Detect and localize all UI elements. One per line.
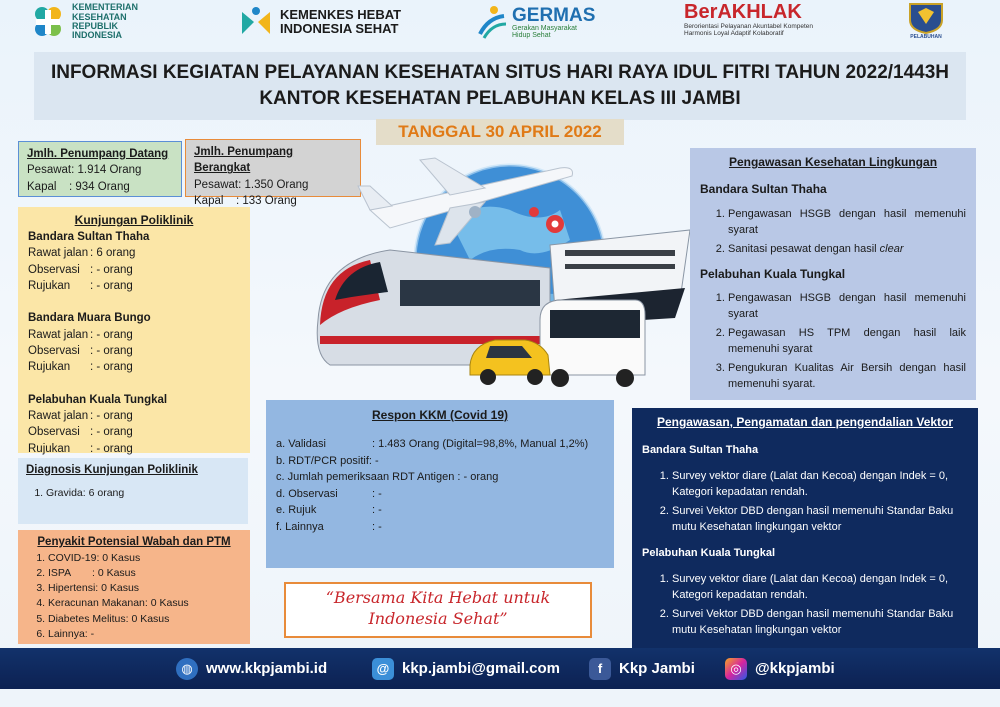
footer-instagram[interactable] [725,658,835,680]
footer-email-text: kkp.jambi@gmail.com [402,660,561,677]
penyakit-value: : 0 Kasus [92,566,136,579]
kemenkes-line: INDONESIA [72,30,123,41]
footer-email[interactable] [372,658,560,680]
row-value: : 6 orang [90,247,136,260]
penyakit-item [48,551,242,566]
lingkungan-site: Bandara Sultan Thaha [700,182,827,197]
lingkungan-item-emph: clear [879,242,904,255]
row-value: : - orang [90,442,133,455]
respon-row [276,453,604,470]
pelabuhan-shield-icon [906,2,946,34]
lingkungan-item: 1. Pengawasan HSGB dengan hasil memenuhi syarat [728,207,966,239]
berangkat-title: Jmlh. Penumpang Berangkat [194,146,294,175]
respon-label: f. Lainnya [276,520,324,533]
quote-line: “Bersama Kita Hebat untuk [325,588,551,607]
penyakit-item [48,612,242,627]
datang-kapal-value: : 934 Orang [69,180,130,193]
penyakit-value: : - [84,627,95,640]
row-label: Rawat jalan [28,247,89,260]
respon-label: c. Jumlah pemeriksaan RDT Antigen [276,471,455,483]
facebook-icon: f [589,658,611,680]
germas-logo [474,2,595,42]
row-value: : - orang [90,361,133,374]
footer-facebook-text: Kkp Jambi [619,660,695,677]
datang-box [18,141,182,197]
diagnosis-item: 1. Gravida: 6 orang [46,486,240,501]
row-label: Rawat jalan [28,328,89,341]
datang-kapal-label: Kapal [27,180,57,193]
kemenkes-line: KESEHATAN [72,11,127,22]
penyakit-item [48,596,242,611]
row-label: Observasi [28,426,80,439]
bus-icon [540,300,645,387]
germas-sub: Gerakan Masyarakat [512,24,577,32]
globe-icon: ◍ [176,658,198,680]
row-label: Rujukan [28,280,71,293]
footer-facebook[interactable] [589,658,695,680]
respon-row [276,469,604,486]
kemenkes-line: KEMENTERIAN [72,2,139,13]
respon-value: : 1.483 Orang (Digital=98,8%, Manual 1,2%) [372,438,589,450]
respon-row [276,519,604,536]
transport-illustration [300,150,700,400]
respon-label: b. RDT/PCR positif [276,454,369,467]
respon-row [276,486,604,503]
respon-value: : - [372,504,382,516]
instagram-icon: ◎ [725,658,747,680]
vektor-site: Pelabuhan Kuala Tungkal [642,547,776,560]
hebat-line: INDONESIA SEHAT [280,21,399,36]
respon-value: : - orang [457,471,499,483]
row-label: Rawat jalan [28,409,89,422]
page-title: INFORMASI KEGIATAN PELAYANAN KESEHATAN SITUS HARI RAYA IDUL FITRI TAHUN 2022/1443H [50,62,950,83]
kemenkes-hebat-logo [238,2,401,42]
berakhlak-sub: Berorientasi Pelayanan Akuntabel Kompeten [684,23,814,30]
respon-value: : - [368,454,379,467]
row-value: : - orang [90,426,133,439]
respon-box [266,400,614,568]
lingkungan-item: 3. Pengukuran Kualitas Air Bersih dengan hasil memenuhi syarat. [728,361,966,393]
penyakit-label: Lainnya [48,627,85,640]
respon-value: : - [372,487,382,500]
vektor-item: 1. Survey vektor diare (Lalat dan Kecoa) dengan Indek = 0, Kategori kepadatan rendah. [672,469,968,501]
berakhlak-logo [684,2,813,42]
site-name: Bandara Muara Bungo [28,312,151,325]
row-value: : - orang [90,409,133,422]
respon-label: e. Rujuk [276,504,317,516]
kemenkes-logo [30,2,138,42]
penyakit-label: Diabetes Melitus [48,612,126,625]
row-value: : - orang [90,345,133,357]
penyakit-value: : 0 Kasus [95,582,140,595]
lingkungan-site: Pelabuhan Kuala Tungkal [700,266,846,281]
penyakit-label: ISPA [48,566,72,579]
row-label: Observasi [28,345,80,357]
page-subtitle: KANTOR KESEHATAN PELABUHAN KELAS III JAMBI [259,87,741,109]
germas-figure-icon [474,4,510,40]
footer-bar [0,648,1000,689]
lingkungan-item: 2. Pegawasan HS TPM dengan hasil laik memenuhi syarat [728,326,966,358]
kemenkes-emblem-icon [30,4,66,40]
kunjungan-title: Kunjungan Poliklinik [74,213,194,227]
penyakit-value: : 0 Kasus [144,597,189,610]
kunjungan-site [28,310,240,375]
kunjungan-site [28,392,240,457]
row-label: Rujukan [28,361,71,374]
penyakit-box [18,530,250,644]
pelabuhan-label: PELABUHAN [910,34,942,40]
footer-instagram-text: @kkpjambi [755,660,835,677]
vektor-item: 2. Survei Vektor DBD dengan hasil memenuhi Standar Baku mutu Kesehatan lingkungan vektor [672,504,968,536]
lingkungan-item [728,242,966,258]
site-name: Pelabuhan Kuala Tungkal [28,393,168,406]
penyakit-item [48,627,242,642]
penyakit-label: Keracunan Makanan [48,597,145,610]
lingkungan-item: 1. Pengawasan HSGB dengan hasil memenuhi syarat [728,291,966,323]
location-pin-icon [529,207,539,217]
penyakit-title: Penyakit Potensial Wabah dan PTM [37,536,231,548]
footer-web[interactable] [176,658,327,680]
berangkat-kapal-value: : 133 Orang [236,194,297,207]
site-name: Bandara Sultan Thaha [28,231,150,244]
berangkat-pesawat: Pesawat: 1.350 Orang [194,178,309,191]
hebat-emblem-icon [238,4,274,40]
row-value: : - orang [90,328,133,341]
berakhlak-name: BerAKHLAK [684,1,802,23]
lingkungan-item-text: Sanitasi pesawat dengan hasil [728,242,877,255]
car-icon [470,340,550,385]
respon-value: : - [372,520,382,533]
row-value: : - orang [90,280,133,293]
penyakit-item [48,581,242,596]
respon-label: d. Observasi [276,487,338,500]
penyakit-label: Hipertensi [48,582,96,595]
hebat-line: KEMENKES HEBAT [280,7,402,23]
vektor-item: 1. Survey vektor diare (Lalat dan Kecoa) dengan Indek = 0, Kategori kepadatan rendah. [672,572,968,604]
row-label: Observasi [28,263,80,276]
berakhlak-sub: Harmonis Loyal Adaptif Kolaboratif [684,30,784,37]
vektor-title: Pengawasan, Pengamatan dan pengendalian Vektor [656,415,954,429]
penyakit-item [48,566,242,581]
kemenkes-line: REPUBLIK [72,21,119,31]
email-icon: @ [372,658,394,680]
pelabuhan-emblem [906,2,946,42]
datang-pesawat: Pesawat: 1.914 Orang [27,164,142,177]
title-banner [34,52,966,120]
lingkungan-box [690,148,976,400]
vektor-site: Bandara Sultan Thaha [642,444,759,457]
diagnosis-title: Diagnosis Kunjungan Poliklinik [26,464,198,476]
kunjungan-site [28,229,240,294]
quote-line: Indonesia Sehat” [368,608,508,628]
kunjungan-box [18,207,250,453]
penyakit-value: : 0 Kasus [125,612,170,625]
respon-row [276,502,604,519]
berangkat-kapal-label: Kapal [194,194,224,207]
date-badge: TANGGAL 30 APRIL 2022 [376,119,624,145]
respon-title: Respon KKM (Covid 19) [371,408,508,422]
penyakit-value: : 0 Kasus [96,551,141,564]
datang-title: Jmlh. Penumpang Datang [27,148,169,160]
footer-web-text: www.kkpjambi.id [206,660,328,677]
germas-sub: Hidup Sehat [512,31,551,39]
germas-name: GERMAS [512,4,596,26]
penyakit-label: COVID-19 [48,551,97,564]
lingkungan-title: Pengawasan Kesehatan Lingkungan [728,155,938,169]
quote-box [284,582,592,638]
respon-label: a. Validasi [276,438,326,450]
vektor-item: 2. Survei Vektor DBD dengan hasil memenuhi Standar Baku mutu Kesehatan lingkungan vektor [672,607,968,639]
row-value: : - orang [90,263,133,276]
respon-row [276,436,604,453]
vektor-box [632,408,978,648]
row-label: Rujukan [28,442,71,455]
diagnosis-box [18,458,248,524]
